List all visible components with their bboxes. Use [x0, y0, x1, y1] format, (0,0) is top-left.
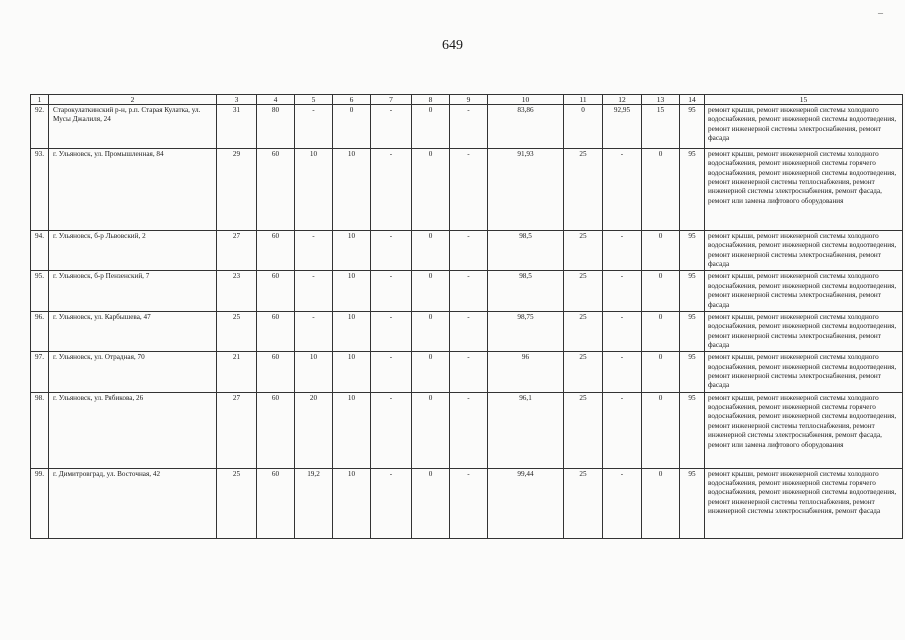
- column-header-2: 2: [49, 95, 217, 105]
- value-cell-7: -: [371, 231, 412, 271]
- value-cell-8: 0: [412, 149, 450, 231]
- value-cell-4: 60: [257, 311, 295, 351]
- table-row: [31, 271, 903, 311]
- value-cell-14: 95: [680, 231, 705, 271]
- value-cell-12: -: [603, 352, 642, 392]
- value-cell-7: -: [371, 271, 412, 311]
- value-cell-12: -: [603, 149, 642, 231]
- column-header-7: 7: [371, 95, 412, 105]
- address-cell: г. Ульяновск, ул. Карбышева, 47: [49, 311, 217, 351]
- address-cell: г. Ульяновск, ул. Промышленная, 84: [49, 149, 217, 231]
- value-cell-12: 92,95: [603, 105, 642, 149]
- value-cell-12: -: [603, 311, 642, 351]
- works-list-cell: ремонт крыши, ремонт инженерной системы холодного водоснабжения, ремонт инженерной системы горячего водоснабжения, ремонт инженерной системы водоотведения, ремонт инженерной системы теплоснабжения, ремонт инженерной системы электроснабжения, ремонт фасада, ремонт или замена лифтового оборудования: [705, 392, 903, 468]
- value-cell-5: -: [295, 231, 333, 271]
- value-cell-10: 83,86: [488, 105, 564, 149]
- value-cell-3: 31: [217, 105, 257, 149]
- value-cell-12: -: [603, 468, 642, 538]
- value-cell-9: -: [450, 231, 488, 271]
- row-number-cell: 93.: [31, 149, 49, 231]
- column-header-13: 13: [642, 95, 680, 105]
- value-cell-8: 0: [412, 105, 450, 149]
- column-header-12: 12: [603, 95, 642, 105]
- table-row: [31, 311, 903, 351]
- value-cell-14: 95: [680, 468, 705, 538]
- value-cell-11: 25: [564, 231, 603, 271]
- value-cell-8: 0: [412, 311, 450, 351]
- value-cell-5: -: [295, 271, 333, 311]
- value-cell-10: 96,1: [488, 392, 564, 468]
- works-list-cell: ремонт крыши, ремонт инженерной системы холодного водоснабжения, ремонт инженерной системы водоотведения, ремонт инженерной системы электроснабжения, ремонт фасада: [705, 271, 903, 311]
- page-number: 649: [442, 38, 463, 53]
- value-cell-13: 0: [642, 352, 680, 392]
- value-cell-13: 0: [642, 149, 680, 231]
- value-cell-9: -: [450, 271, 488, 311]
- value-cell-7: -: [371, 468, 412, 538]
- value-cell-6: 10: [333, 231, 371, 271]
- value-cell-13: 0: [642, 311, 680, 351]
- value-cell-8: 0: [412, 392, 450, 468]
- row-number-cell: 95.: [31, 271, 49, 311]
- value-cell-14: 95: [680, 311, 705, 351]
- value-cell-11: 25: [564, 311, 603, 351]
- value-cell-13: 15: [642, 105, 680, 149]
- value-cell-10: 98,5: [488, 271, 564, 311]
- value-cell-6: 0: [333, 105, 371, 149]
- value-cell-11: 0: [564, 105, 603, 149]
- value-cell-14: 95: [680, 271, 705, 311]
- value-cell-12: -: [603, 271, 642, 311]
- value-cell-10: 98,75: [488, 311, 564, 351]
- works-list-cell: ремонт крыши, ремонт инженерной системы холодного водоснабжения, ремонт инженерной системы водоотведения, ремонт инженерной системы электроснабжения, ремонт фасада: [705, 105, 903, 149]
- works-list-cell: ремонт крыши, ремонт инженерной системы холодного водоснабжения, ремонт инженерной системы водоотведения, ремонт инженерной системы электроснабжения, ремонт фасада: [705, 311, 903, 351]
- value-cell-6: 10: [333, 311, 371, 351]
- value-cell-5: 19,2: [295, 468, 333, 538]
- value-cell-3: 25: [217, 468, 257, 538]
- value-cell-4: 60: [257, 392, 295, 468]
- table-row: [31, 105, 903, 149]
- repair-table: [30, 94, 903, 539]
- address-cell: Старокулаткинский р-н, р.п. Старая Кулатка, ул. Мусы Джалиля, 24: [49, 105, 217, 149]
- value-cell-14: 95: [680, 392, 705, 468]
- table-row: [31, 468, 903, 538]
- value-cell-7: -: [371, 149, 412, 231]
- table-row: [31, 149, 903, 231]
- value-cell-4: 60: [257, 352, 295, 392]
- value-cell-5: 10: [295, 352, 333, 392]
- value-cell-6: 10: [333, 352, 371, 392]
- value-cell-11: 25: [564, 392, 603, 468]
- value-cell-12: -: [603, 231, 642, 271]
- value-cell-9: -: [450, 149, 488, 231]
- works-list-cell: ремонт крыши, ремонт инженерной системы холодного водоснабжения, ремонт инженерной системы водоотведения, ремонт инженерной системы электроснабжения, ремонт фасада: [705, 231, 903, 271]
- address-cell: г. Ульяновск, ул. Отрадная, 70: [49, 352, 217, 392]
- column-header-14: 14: [680, 95, 705, 105]
- table-header: [31, 95, 903, 105]
- value-cell-13: 0: [642, 468, 680, 538]
- table-row: [31, 231, 903, 271]
- value-cell-3: 21: [217, 352, 257, 392]
- row-number-cell: 96.: [31, 311, 49, 351]
- table-body: [31, 105, 903, 539]
- table-row: [31, 392, 903, 468]
- value-cell-6: 10: [333, 271, 371, 311]
- value-cell-3: 27: [217, 231, 257, 271]
- value-cell-4: 60: [257, 149, 295, 231]
- address-cell: г. Ульяновск, б-р Львовский, 2: [49, 231, 217, 271]
- address-cell: г. Димитровград, ул. Восточная, 42: [49, 468, 217, 538]
- value-cell-13: 0: [642, 271, 680, 311]
- value-cell-12: -: [603, 392, 642, 468]
- corner-mark: –: [878, 8, 883, 19]
- value-cell-5: 20: [295, 392, 333, 468]
- value-cell-6: 10: [333, 149, 371, 231]
- works-list-cell: ремонт крыши, ремонт инженерной системы холодного водоснабжения, ремонт инженерной системы горячего водоснабжения, ремонт инженерной системы водоотведения, ремонт инженерной системы теплоснабжения, ремонт инженерной системы электроснабжения, ремонт фасада: [705, 468, 903, 538]
- value-cell-8: 0: [412, 231, 450, 271]
- row-number-cell: 99.: [31, 468, 49, 538]
- table-row: [31, 352, 903, 392]
- value-cell-7: -: [371, 105, 412, 149]
- column-header-8: 8: [412, 95, 450, 105]
- column-header-5: 5: [295, 95, 333, 105]
- works-list-cell: ремонт крыши, ремонт инженерной системы холодного водоснабжения, ремонт инженерной системы водоотведения, ремонт инженерной системы электроснабжения, ремонт фасада: [705, 352, 903, 392]
- value-cell-10: 96: [488, 352, 564, 392]
- value-cell-3: 23: [217, 271, 257, 311]
- value-cell-5: -: [295, 311, 333, 351]
- address-cell: г. Ульяновск, б-р Пензенский, 7: [49, 271, 217, 311]
- value-cell-11: 25: [564, 352, 603, 392]
- value-cell-4: 60: [257, 468, 295, 538]
- value-cell-7: -: [371, 352, 412, 392]
- address-cell: г. Ульяновск, ул. Рябикова, 26: [49, 392, 217, 468]
- value-cell-10: 99,44: [488, 468, 564, 538]
- row-number-cell: 97.: [31, 352, 49, 392]
- column-header-15: 15: [705, 95, 903, 105]
- value-cell-8: 0: [412, 468, 450, 538]
- value-cell-11: 25: [564, 468, 603, 538]
- value-cell-7: -: [371, 311, 412, 351]
- value-cell-9: -: [450, 468, 488, 538]
- value-cell-14: 95: [680, 105, 705, 149]
- value-cell-4: 60: [257, 271, 295, 311]
- value-cell-9: -: [450, 352, 488, 392]
- value-cell-10: 91,93: [488, 149, 564, 231]
- value-cell-5: 10: [295, 149, 333, 231]
- repair-table-container: [30, 94, 897, 539]
- row-number-cell: 92.: [31, 105, 49, 149]
- value-cell-13: 0: [642, 231, 680, 271]
- value-cell-9: -: [450, 105, 488, 149]
- value-cell-11: 25: [564, 271, 603, 311]
- column-header-10: 10: [488, 95, 564, 105]
- value-cell-3: 27: [217, 392, 257, 468]
- column-header-11: 11: [564, 95, 603, 105]
- column-header-6: 6: [333, 95, 371, 105]
- value-cell-9: -: [450, 392, 488, 468]
- value-cell-4: 80: [257, 105, 295, 149]
- column-header-4: 4: [257, 95, 295, 105]
- value-cell-10: 98,5: [488, 231, 564, 271]
- value-cell-8: 0: [412, 271, 450, 311]
- value-cell-6: 10: [333, 392, 371, 468]
- value-cell-6: 10: [333, 468, 371, 538]
- value-cell-14: 95: [680, 149, 705, 231]
- column-header-1: 1: [31, 95, 49, 105]
- row-number-cell: 98.: [31, 392, 49, 468]
- works-list-cell: ремонт крыши, ремонт инженерной системы холодного водоснабжения, ремонт инженерной системы горячего водоснабжения, ремонт инженерной системы водоотведения, ремонт инженерной системы теплоснабжения, ремонт инженерной системы электроснабжения, ремонт фасада, ремонт или замена лифтового оборудования: [705, 149, 903, 231]
- column-header-9: 9: [450, 95, 488, 105]
- column-header-3: 3: [217, 95, 257, 105]
- value-cell-4: 60: [257, 231, 295, 271]
- value-cell-11: 25: [564, 149, 603, 231]
- value-cell-8: 0: [412, 352, 450, 392]
- value-cell-5: -: [295, 105, 333, 149]
- row-number-cell: 94.: [31, 231, 49, 271]
- value-cell-3: 29: [217, 149, 257, 231]
- value-cell-9: -: [450, 311, 488, 351]
- value-cell-7: -: [371, 392, 412, 468]
- value-cell-13: 0: [642, 392, 680, 468]
- value-cell-14: 95: [680, 352, 705, 392]
- value-cell-3: 25: [217, 311, 257, 351]
